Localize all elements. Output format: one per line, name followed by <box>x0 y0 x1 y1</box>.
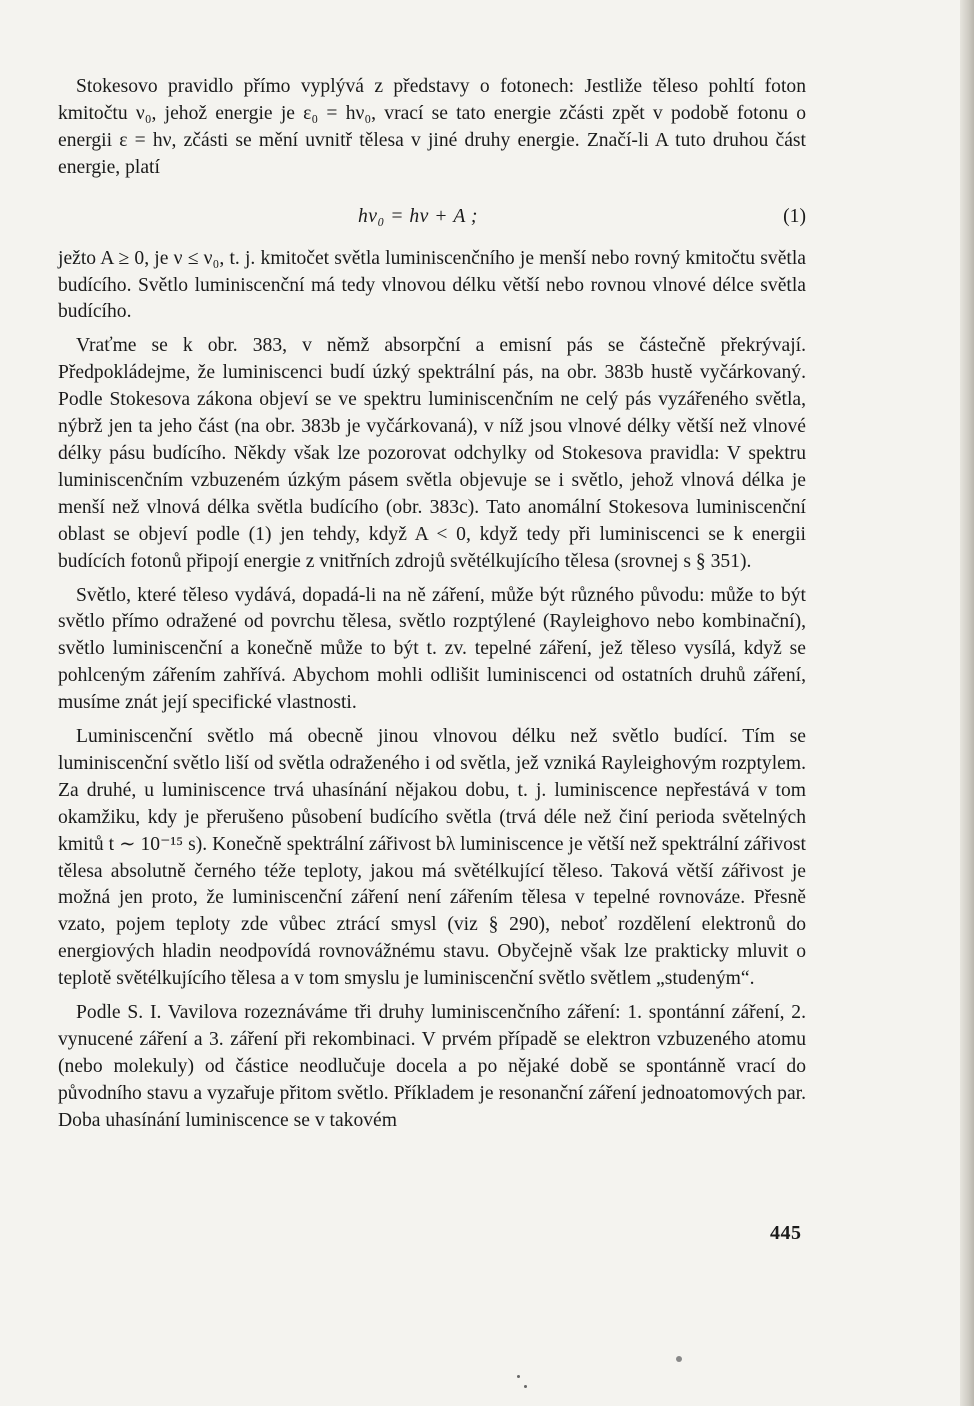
paragraph-luminescence-properties: Luminiscenční světlo má obecně jinou vlnovou délku než světlo budící. Tím se luminiscenční světlo liší od světla odraženého i od světla, jež vzniká Rayleighovým rozptylem. Za druhé, u luminiscence trvá uhasínání nějakou dobu, t. j. luminiscence nepřestává v tom okamžiku, kdy je přerušeno působení budícího světla (trvá déle než činí perioda světelných kmitů t ∼ 10⁻¹⁵ s). Konečně spektrální zářivost bλ luminiscence je větší než spektrální zářivost tělesa absolutně černého téže teploty, jakou má světélkující těleso. Taková větší zářivost je možná jen proto, že luminiscenční záření není zářením tělesa v tepelné rovnováze. Přesně vzato, pojem teploty zde vůbec ztrácí smysl (viz § 290), neboť rozdělení elektronů do energiových hladin neodpovídá rovnovážnému stavu. Obyčejně však lze prakticky mluvit o teplotě světélkujícího tělesa a v tom smyslu je luminiscenční světlo světlem „studeným“. <box>58 726 806 990</box>
scan-speck <box>676 1356 682 1362</box>
page-number: 445 <box>770 1222 802 1244</box>
paragraph-anomalous-region: Vraťme se k obr. 383, v němž absorpční a emisní pás se částečně překrývají. Předpokládejme, že luminiscenci budí úzký spektrální pás, na obr. 383b hustě vyčárkovaný. Podle Stokesova zákona objeví se ve spektru luminiscenčním ne celý pás vyzářeného světla, nýbrž jen ta jeho část (na obr. 383b je vyčárkovaná), v níž jsou vlnové délky větší než vlnové délky pásu budícího. Někdy však lze pozorovat odchylky od Stokesova pravidla: V spektru luminiscenčním vzbuzeném úzkým pásem světla objevuje se i světlo, jehož vlnová délka je menší než vlnová délka světla budícího (obr. 383c). Tato anomální Stokesova luminiscenční oblast se objeví podle (1) jen tehdy, když A < 0, když tedy při luminiscenci se k energii budících fotonů připojí energie z vnitřních zdrojů světélkujícího tělesa (srovnej s § 351). <box>58 335 806 572</box>
paragraph-light-origins: Světlo, které těleso vydává, dopadá-li na ně záření, může být různého původu: může to být světlo přímo odražené od povrchu tělesa, světlo rozptýlené (Rayleighovo nebo kombinační), světlo luminiscenční a konečně může to být t. zv. tepelné záření, jež těleso vysílá, když se pohlceným zářením zahřívá. Abychom mohli odlišit luminiscenci od ostatních druhů záření, musíme znát její specifické vlastnosti. <box>58 584 806 714</box>
equation-1 <box>58 194 806 242</box>
paragraph-frequency-consequence: ježto A ≥ 0, je ν ≤ ν₀, t. j. kmitočet světla luminiscenčního je menší nebo rovný kmitočtu světla budícího. Světlo luminiscenční má tedy vlnovou délku větší nebo rovnou vlnové délce světla budícího. <box>58 247 806 323</box>
equation-body: hν₀ = hν + A ; <box>358 205 478 227</box>
scan-speck <box>524 1385 527 1388</box>
text-column <box>58 74 806 1135</box>
paragraph-vavilov-types: Podle S. I. Vavilova rozeznáváme tři druhy luminiscenčního záření: 1. spontánní záření, 2. vynucené záření a 3. záření při rekombinaci. V prvém případě se elektron vzbuzeného atomu (nebo molekuly) od částice neodlučuje docela a po nějaké době se spontánně vrací do původního stavu a vyzařuje přitom světlo. Příkladem je resonanční záření jednoatomových par. Doba uhasínání luminiscence se v takovém <box>58 1002 806 1131</box>
equation-number: (1) <box>783 205 806 227</box>
scan-speck <box>517 1375 520 1378</box>
page-edge-shadow <box>960 0 974 1406</box>
paragraph-stokes-rule: Stokesovo pravidlo přímo vyplývá z představy o fotonech: Jestliže těleso pohltí foton kmitočtu ν₀, jehož energie je ε₀ = hν₀, vrací se tato energie zčásti zpět v podobě fotonu o energii ε = hν, zčásti se mění uvnitř tělesa v jiné druhy energie. Značí-li A tuto druhou část energie, platí <box>58 76 806 178</box>
